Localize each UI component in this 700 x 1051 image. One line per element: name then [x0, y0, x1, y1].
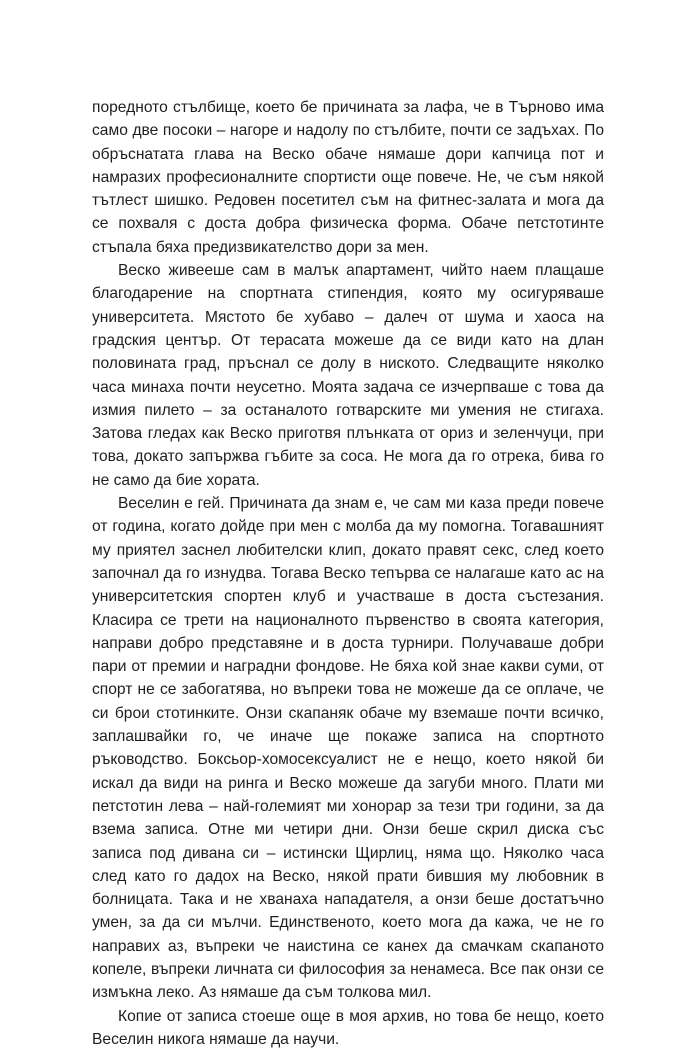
paragraph: Веско живееше сам в малък апартамент, чийто наем плащаше благодарение на спортната стипендия, която му осигуряваше университета. Мястото бе хубаво – далеч от шума и хаоса на градския център. От терасата можеше да се види като на длан половината град, пръснал се долу в ниското. Следващите няколко часа минаха почти неусетно. Моята задача се изчерпваше с това да измия пилето – за останалото готварските ми умения не стигаха. Затова гледах как Веско приготвя плънката от ориз и зеленчуци, при това, докато запържва гъбите за соса. Не мога да го отрека, бива го не само да бие хората.	[92, 262, 604, 489]
paragraph: Веселин е гей. Причината да знам е, че сам ми каза преди повече от година, когато дойде при мен с молба да му помогна. Тогавашният му приятел заснел любителски клип, докато правят секс, след което започнал да го изнудва. Тогава Веско тепърва се налагаше като ас на университетския спортен клуб и участваше в доста състезания. Класира се трети на националното първенство в своята категория, направи добро представяне и в доста турнири. Получаваше добри пари от премии и наградни фондове. Не бяха кой знае какви суми, от спорт не се забогатява, но въпреки това не можеше да се оплаче, че си брои стотинките. Онзи скапаняк обаче му вземаше почти всичко, заплашвайки го, че иначе ще покаже записа на спортното ръководство. Боксьор-хомосексуалист не е нещо, което някой би искал да види на ринга и Веско можеше да загуби много. Плати ми петстотин лева – най-големият ми хонорар за тези три години, за да взема записа. Отне ми четири дни. Онзи беше скрил диска със записа под дивана си – истински Щирлиц, няма що. Няколко часа след като го дадох на Веско, някой прати бившия му любовник в болницата. Така и не хванаха нападателя, а онзи беше достатъчно умен, за да си мълчи. Единственото, което мога да кажа, че не го направих аз, въпреки че наистина се канех да смачкам скапаното копеле, въпреки личната си философия за ненамеса. Все пак онзи се измъкна леко. Аз нямаше да съм толкова мил.	[92, 495, 604, 1002]
paragraph: поредното стълбище, което бе причината за лафа, че в Търново има само две посоки – нагоре и надолу по стълбите, почти се задъхах. По обръснатата глава на Веско обаче нямаше дори капчица пот и намразих професионалните спортисти още повече. Не, че съм някой тътлест шишко. Редовен посетител съм на фитнес-залата и мога да се похваля с доста добра физическа форма. Обаче петстотинте стъпала бяха предизвикателство дори за мен.	[92, 99, 604, 256]
paragraph: Копие от записа стоеше още в моя архив, но това бе нещо, което Веселин никога нямаше да научи.	[92, 1007, 604, 1048]
